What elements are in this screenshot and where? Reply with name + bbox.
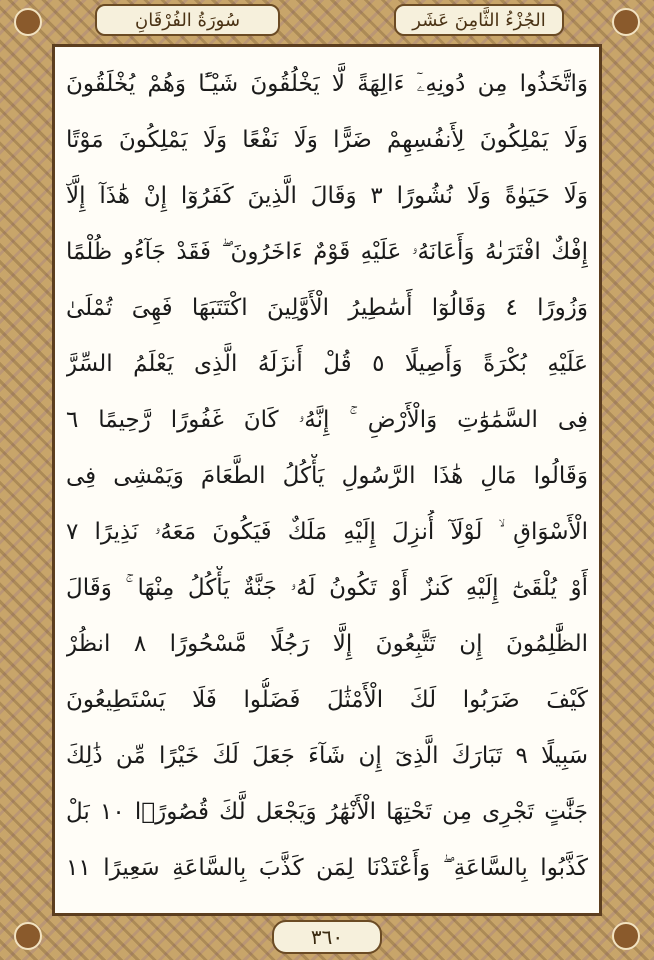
page-header: [0, 0, 654, 40]
corner-ornament-icon: [612, 922, 640, 950]
text-line: كَذَّبُوا بِالسَّاعَةِ ۖ وَأَعْتَدْنَا لِمَن كَذَّبَ بِالسَّاعَةِ سَعِيرًا ١١: [66, 855, 588, 881]
text-line: وَزُورًا ٤ وَقَالُوٓا أَسَٰطِيرُ الْأَوَّلِينَ اكْتَتَبَهَا فَهِىَ تُمْلَىٰ: [66, 295, 588, 321]
quran-text: [66, 62, 588, 908]
corner-ornament-icon: [14, 8, 42, 36]
text-line: جَنَّٰتٍ تَجْرِى مِن تَحْتِهَا الْأَنْهَٰرُ وَيَجْعَل لَّكَ قُصُورًۢا ١٠ بَلْ: [66, 799, 588, 825]
juz-title: الجُزْءُ الثَّامِنَ عَشَر: [394, 4, 564, 36]
text-line: وَلَا حَيَوٰةً وَلَا نُشُورًا ٣ وَقَالَ الَّذِينَ كَفَرُوٓا إِنْ هَٰذَآ إِلَّآ: [66, 183, 588, 209]
text-line: أَوْ يُلْقَىٰٓ إِلَيْهِ كَنزٌ أَوْ تَكُونُ لَهُۥ جَنَّةٌ يَأْكُلُ مِنْهَا ۚ وَقَالَ: [66, 575, 588, 601]
text-line: وَاتَّخَذُوا مِن دُونِهِۦٓ ءَالِهَةً لَّا يَخْلُقُونَ شَيْـًٔا وَهُمْ يُخْلَقُونَ: [66, 71, 588, 97]
text-line: الظَّٰلِمُونَ إِن تَتَّبِعُونَ إِلَّا رَجُلًا مَّسْحُورًا ٨ انظُرْ: [66, 631, 588, 657]
text-line: فِى السَّمَٰوَٰتِ وَالْأَرْضِ ۚ إِنَّهُۥ كَانَ غَفُورًا رَّحِيمًا ٦: [66, 407, 588, 433]
corner-ornament-icon: [14, 922, 42, 950]
text-line: عَلَيْهِ بُكْرَةً وَأَصِيلًا ٥ قُلْ أَنزَلَهُ الَّذِى يَعْلَمُ السِّرَّ: [66, 351, 588, 377]
corner-ornament-icon: [612, 8, 640, 36]
text-line: وَلَا يَمْلِكُونَ لِأَنفُسِهِمْ ضَرًّا وَلَا نَفْعًا وَلَا يَمْلِكُونَ مَوْتًا: [66, 127, 588, 153]
text-line: الْأَسْوَاقِ ۙ لَوْلَآ أُنزِلَ إِلَيْهِ مَلَكٌ فَيَكُونَ مَعَهُۥ نَذِيرًا ٧: [66, 519, 588, 545]
text-line: سَبِيلًا ٩ تَبَارَكَ الَّذِىٓ إِن شَآءَ جَعَلَ لَكَ خَيْرًا مِّن ذَٰلِكَ: [66, 743, 588, 769]
text-line: إِفْكٌ افْتَرَىٰهُ وَأَعَانَهُۥ عَلَيْهِ قَوْمٌ ءَاخَرُونَ ۖ فَقَدْ جَآءُو ظُلْمًا: [66, 239, 588, 265]
page-number: ٣٦٠: [272, 920, 382, 954]
surah-title: سُورَةُ الفُرْقَانِ: [95, 4, 280, 36]
text-line: كَيْفَ ضَرَبُوا لَكَ الْأَمْثَٰلَ فَضَلُّوا فَلَا يَسْتَطِيعُونَ: [66, 687, 588, 713]
text-line: وَقَالُوا مَالِ هَٰذَا الرَّسُولِ يَأْكُلُ الطَّعَامَ وَيَمْشِى فِى: [66, 463, 588, 489]
